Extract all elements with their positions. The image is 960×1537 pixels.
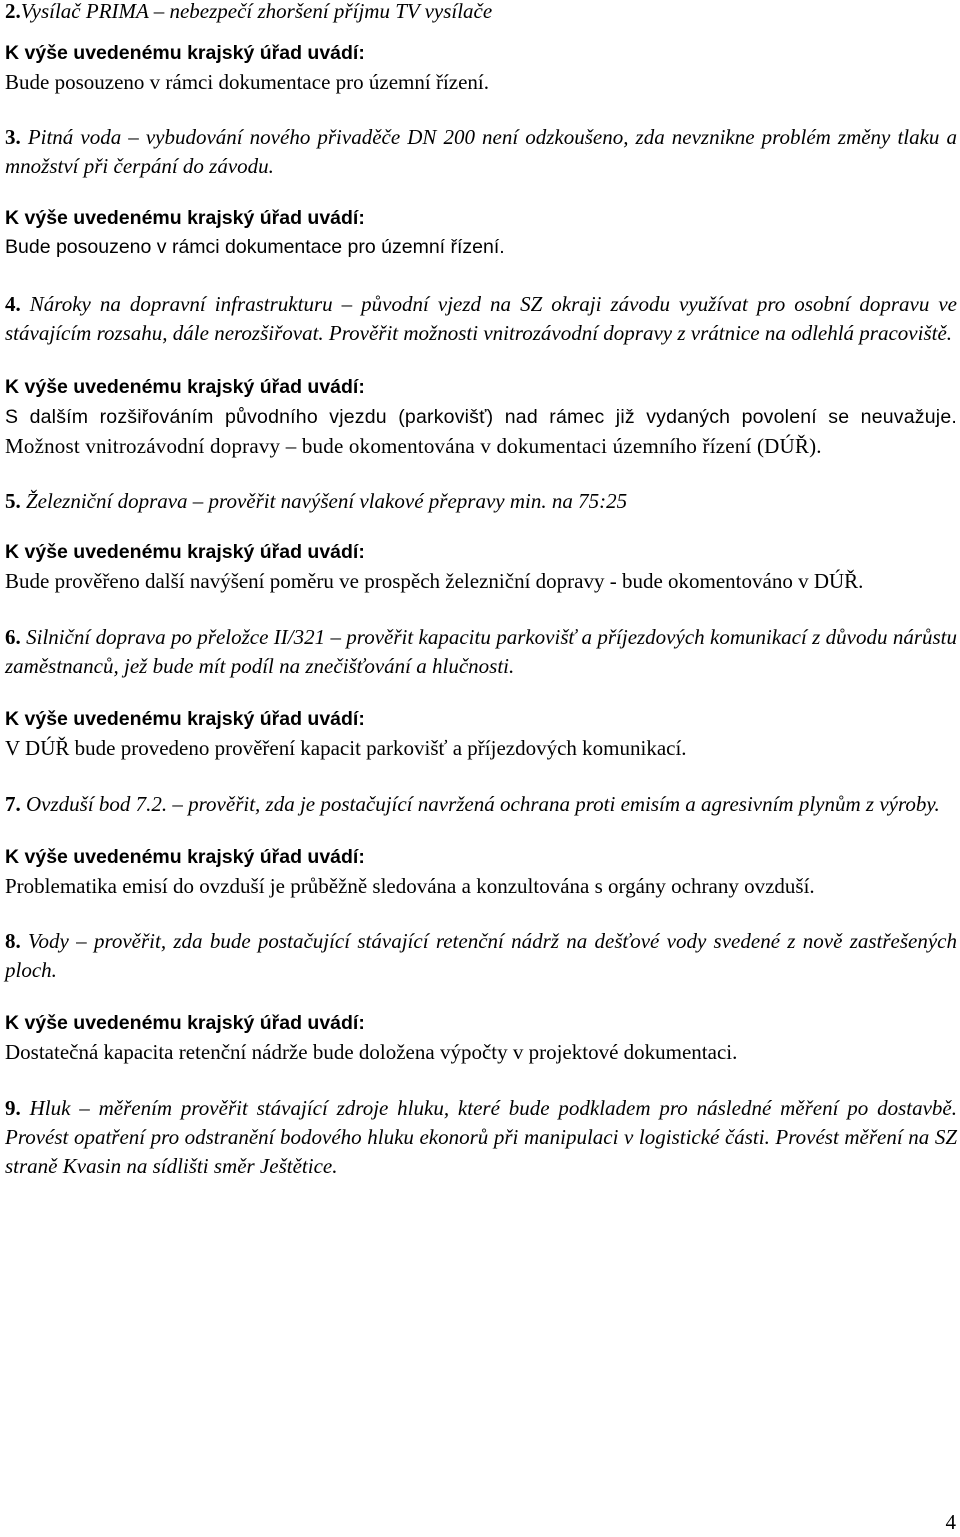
section-4 [5,290,957,461]
section-heading: K výše uvedenému krajský úřad uvádí: [5,541,365,563]
section-9 [5,1094,957,1181]
section-topic-text: Vody – prověřit, zda bude postačující stávající retenční nádrž na dešťové vody svedené z nově zastřešených ploch. [5,929,958,982]
section-8 [5,927,957,1067]
section-answer: Bude prověřeno další navýšení poměru ve prospěch železniční dopravy - bude okomentováno v DÚŘ. [5,569,864,593]
section-topic [5,290,957,348]
document-page [5,0,957,1181]
section-topic [5,927,957,985]
section-number: 6. [5,625,21,649]
section-topic-text: Silniční doprava po přeložce II/321 – prověřit kapacitu parkovišť a příjezdových komunikací z důvodu nárůstu zaměstnanců, jež bude mít podíl na znečišťování a hlučnosti. [5,625,958,678]
page-number: 4 [945,1510,956,1534]
section-topic [5,487,957,516]
section-topic [5,623,957,681]
section-answer [5,402,957,461]
section-number: 7. [5,792,21,816]
section-answer: V DÚŘ bude provedeno prověření kapacit parkovišť a příjezdových komunikací. [5,736,687,760]
section-topic [5,790,957,819]
section-topic-text: Pitná voda – vybudování nového přivaděče DN 200 není odzkoušeno, zda nevznikne problém změny tlaku a množství při čerpání do závodu. [5,125,957,178]
section-number: 5. [5,489,21,513]
section-topic [5,123,957,181]
section-topic-text: Železniční doprava – prověřit navýšení vlakové přepravy min. na 75:25 [26,489,628,513]
section-answer-part: S dalším rozšiřováním původního vjezdu (parkovišť) nad rámec již vydaných povolení se neuvažuje. [5,406,957,428]
section-6 [5,623,957,763]
section-answer: Bude posouzeno v rámci dokumentace pro územní řízení. [5,70,490,94]
section-5 [5,487,957,596]
section-number: 2. [5,0,21,23]
section-heading: K výše uvedenému krajský úřad uvádí: [5,207,365,229]
section-heading: K výše uvedenému krajský úřad uvádí: [5,846,365,868]
section-topic [5,0,957,26]
section-topic [5,1094,957,1181]
section-heading: K výše uvedenému krajský úřad uvádí: [5,708,365,730]
section-heading: K výše uvedenému krajský úřad uvádí: [5,376,365,398]
section-3 [5,123,957,262]
section-topic-text: Nároky na dopravní infrastrukturu – původní vjezd na SZ okraji závodu využívat pro osobní dopravu ve stávajícím rozsahu, dále nerozšiřovat. Prověřit možnosti vnitrozávodní dopravy z vrátnice na odlehlá pracoviště. [5,292,958,345]
section-7 [5,790,957,901]
section-topic-text: Vysílač PRIMA – nebezpečí zhoršení příjmu TV vysílače [20,0,493,23]
section-heading: K výše uvedenému krajský úřad uvádí: [5,1012,365,1034]
section-number: 9. [5,1096,21,1120]
section-number: 8. [5,929,21,953]
section-answer: Dostatečná kapacita retenční nádrže bude doložena výpočty v projektové dokumentaci. [5,1040,738,1064]
section-answer: Problematika emisí do ovzduší je průběžně sledována a konzultována s orgány ochrany ovzduší. [5,874,815,898]
section-number: 4. [5,292,21,316]
section-number: 3. [5,125,21,149]
section-topic-text: Ovzduší bod 7.2. – prověřit, zda je postačující navržená ochrana proti emisím a agresivním plynům z výroby. [26,792,940,816]
section-heading: K výše uvedenému krajský úřad uvádí: [5,42,365,64]
section-topic-text: Hluk – měřením prověřit stávající zdroje hluku, které bude podkladem pro následné měření po dostavbě. Provést opatření pro odstranění bodového hluku ekonorů při manipulaci v logistické části. Provést měření na SZ straně Kvasin na sídlišti směr Ještětice. [5,1096,958,1178]
section-2 [5,0,957,97]
section-answer-part: Možnost vnitrozávodní dopravy – bude okomentována v dokumentaci územního řízení (DÚŘ). [5,434,822,458]
section-answer: Bude posouzeno v rámci dokumentace pro územní řízení. [5,236,505,258]
